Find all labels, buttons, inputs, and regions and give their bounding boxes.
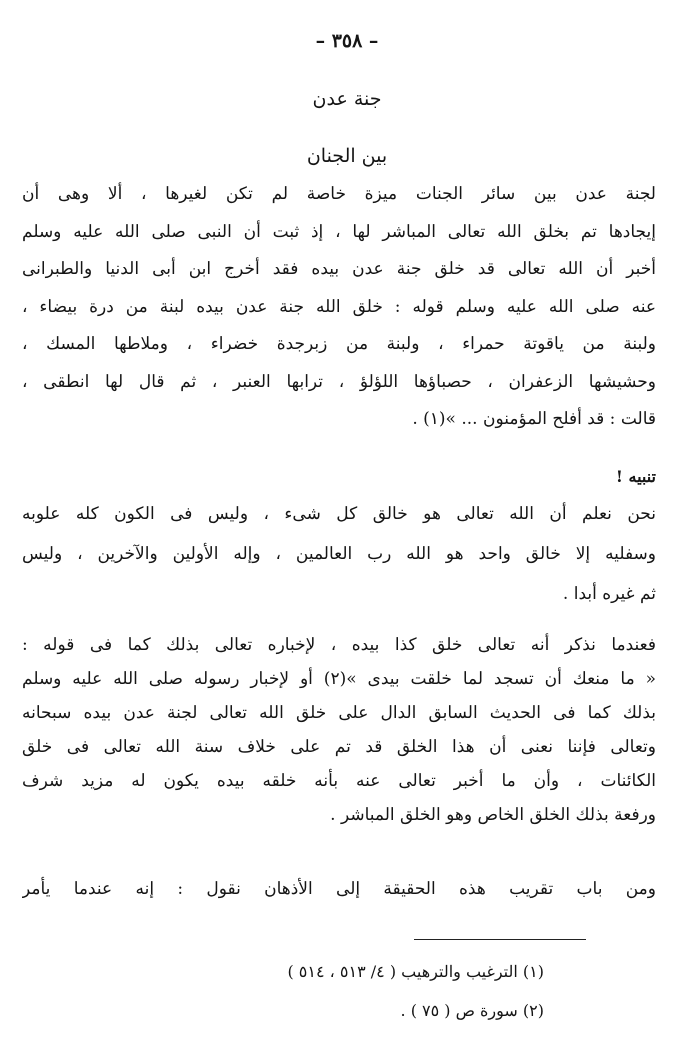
- text-line: ورفعة بذلك الخلق الخاص وهو الخلق المباشر .: [330, 805, 656, 825]
- paragraph-4: [22, 870, 656, 908]
- text-line: عنه صلى الله عليه وسلم قوله : خلق الله جنة عدن بيده لبنة من درة بيضاء ،: [22, 296, 656, 317]
- text-line: ومن باب تقريب هذه الحقيقة إلى الأذهان نقول : إنه عندما يأمر: [22, 879, 656, 899]
- footnotes: [287, 952, 544, 1030]
- page-number: – ٣٥٨ –: [315, 30, 379, 52]
- section-subtitle: بين الجنان: [306, 145, 388, 167]
- text-line: ولبنة من ياقوتة حمراء ، ولبنة من زبرجدة خضراء ، وملاطها المسك ،: [22, 334, 656, 354]
- text-line: ثم غيره أبدا .: [562, 584, 656, 604]
- text-line: قالت : قد أفلح المؤمنون ... »(١) .: [412, 409, 656, 429]
- text-line: وتعالى فإننا نعنى أن هذا الخلق قد تم على خلاف سنة الله تعالى فى خلق: [22, 737, 656, 757]
- text-line: أخبر أن الله تعالى قد خلق جنة عدن بيده فقد أخرج ابن أبى الدنيا والطبرانى: [22, 259, 656, 279]
- note-label: تنبيه !: [615, 467, 656, 486]
- footnote-2: (٢) سورة ص ( ٧٥ ) .: [400, 1001, 544, 1020]
- paragraph-3: [22, 628, 656, 832]
- text-line: لجنة عدن بين سائر الجنات ميزة خاصة لم تكن لغيرها ، ألا وهى أن: [22, 184, 656, 204]
- paragraph-2: [22, 494, 656, 614]
- text-line: الكائنات ، وأن ما أخبر تعالى عنه بأنه خلقه بيده يكون له مزيد شرف: [22, 771, 656, 791]
- text-line: وحشيشها الزعفران ، حصباؤها اللؤلؤ ، ترابها العنبر ، ثم قال لها انطقى ،: [22, 371, 656, 392]
- text-line: إيجادها تم بخلق الله تعالى المباشر لها ، إذ ثبت أن النبى صلى الله عليه وسلم: [22, 221, 656, 242]
- text-line: فعندما نذكر أنه تعالى خلق كذا بيده ، لإخباره تعالى بذلك كما فى قوله :: [22, 635, 656, 655]
- footnote-divider: [414, 939, 586, 940]
- paragraph-1: [22, 176, 656, 439]
- footnote-1: (١) الترغيب والترهيب ( ٤/ ٥١٣ ، ٥١٤ ): [287, 962, 544, 981]
- text-line: وسفليه إلا خالق واحد هو الله رب العالمين ، وإله الأولين والآخرين ، وليس: [22, 544, 656, 564]
- section-title: جنة عدن: [312, 88, 382, 110]
- text-line: نحن نعلم أن الله تعالى هو خالق كل شىء ، وليس فى الكون كله علوبه: [22, 504, 656, 524]
- text-line: « ما منعك أن تسجد لما خلقت بيدى »(٢) أو لإخبار رسوله صلى الله عليه وسلم: [22, 669, 656, 689]
- text-line: بذلك كما فى الحديث السابق الدال على خلق الله تعالى لجنة عدن بيده سبحانه: [22, 703, 656, 723]
